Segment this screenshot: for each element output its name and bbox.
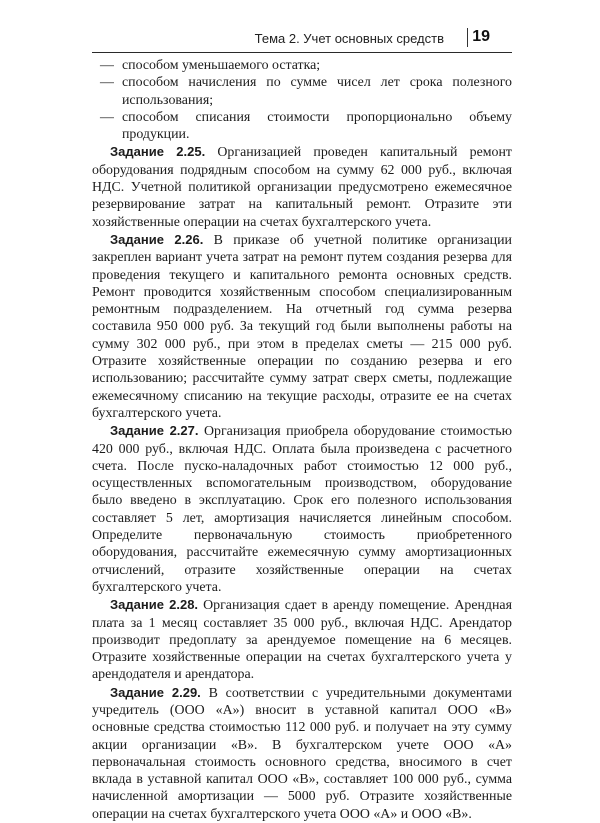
task-text: Организация сдает в аренду помещение. Арендная плата за 1 месяц составляет 35 000 руб., включая НДС. Арендатор производит предоплату за арендуемое помещение на 6 месяцев. Отразите хозяйственные операции на счетах бухгалтерского учета у арендодателя и арендатора. — [92, 598, 512, 683]
running-header — [92, 22, 512, 53]
page-body — [92, 57, 512, 823]
task-label: Задание 2.25. — [110, 144, 206, 160]
task-2-27 — [92, 422, 512, 596]
task-text: Организация приобрела оборудование стоимостью 420 000 руб., включая НДС. Оплата была произведена с расчетного счета. После пуско-наладочных работ стоимостью 12 000 руб., осуществленных вспомогательным производством, оборудование было введено в эксплуатацию. Срок его полезного использования составляет 5 лет, амортизация начисляется линейным способом. Определите первоначальную стоимость приобретенного оборудования, рассчитайте ежемесячную сумму амортизационных отчислений, отразите хозяйственные операции на счетах бухгалтерского учета. — [92, 424, 512, 595]
method-list — [92, 57, 512, 143]
task-text: В приказе об учетной политике организации закреплен вариант учета затрат на ремонт путем создания резерва для проведения текущего и капитального ремонта основных средств. Ремонт проводится хозяйственным способом специализированным ремонтным подразделением. На отчетный год сумма резерва составила 950 000 руб. За текущий год были выполнены работы на сумму 302 000 руб., при этом в пределах сметы — 215 000 руб. Отразите хозяйственные операции по созданию резерва и его использованию; рассчитайте сумму затрат сверх сметы, подлежащие ежемесячному списанию на текущие расходы, отразите ее на счетах бухгалтерского учета. — [92, 232, 512, 421]
task-text: Организацией проведен капитальный ремонт оборудования подрядным способом на сумму 62 000 руб., включая НДС. Учетной политикой организации предусмотрено ежемесячное резервирование затрат на капитальный ремонт. Отразите эти хозяйственные операции на счетах бухгалтерского учета. — [92, 145, 512, 230]
task-label: Задание 2.27. — [110, 423, 199, 439]
task-label: Задание 2.29. — [110, 684, 201, 700]
task-text: В соответствии с учредительными документами учредитель (ООО «А») вносит в уставной капитал ООО «В» основные средства стоимостью 112 000 руб. и получает на эту сумму акции организации «В». В бухгалтерском учете ООО «А» первоначальная стоимость основного средства, вносимого в счет вклада в уставной капитал ООО «В», составляет 100 000 руб., сумма начисленной амортизации — 5000 руб. Отразите хозяйственные операции на счетах бухгалтерского учета ООО «А» и ООО «В». — [92, 685, 512, 822]
task-label: Задание 2.28. — [110, 597, 199, 613]
page-number: 19 — [472, 28, 490, 45]
list-item: — способом уменьшаемого остатка; — [92, 57, 512, 74]
task-2-25 — [92, 143, 512, 230]
task-2-28 — [92, 596, 512, 683]
task-2-29 — [92, 684, 512, 823]
list-item: — способом списания стоимости пропорционально объему продукции. — [92, 109, 512, 144]
list-item: — способом начисления по сумме чисел лет срока полезного использования; — [92, 74, 512, 109]
header-separator — [467, 28, 468, 47]
header-title: Тема 2. Учет основных средств — [254, 31, 444, 46]
task-2-26 — [92, 231, 512, 422]
task-label: Задание 2.26. — [110, 231, 204, 247]
